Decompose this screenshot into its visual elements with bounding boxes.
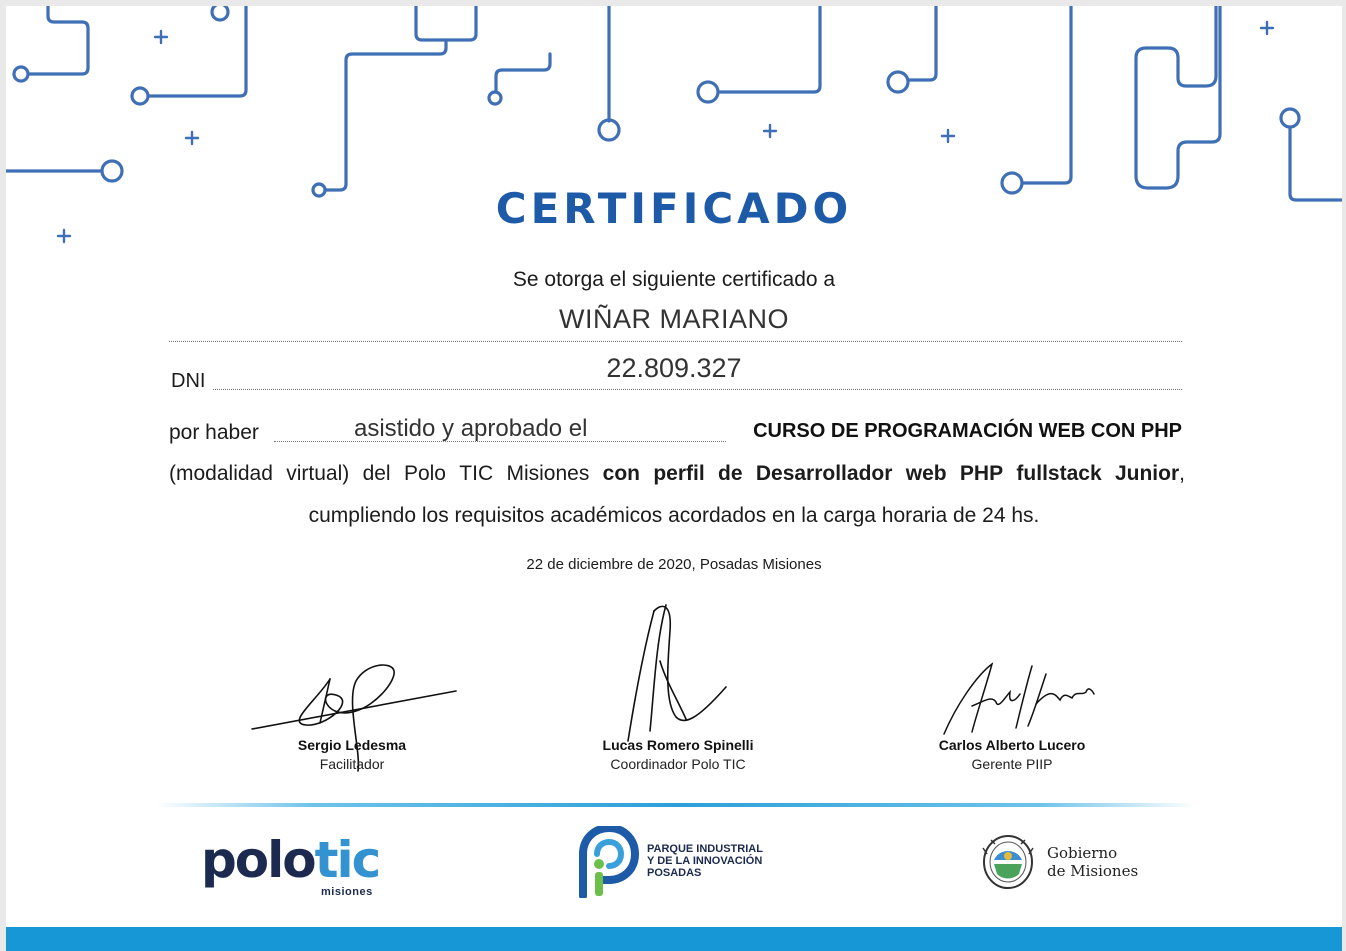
- profile-word: de: [718, 462, 743, 485]
- word: virtual): [286, 462, 350, 485]
- signer-role: Coordinador Polo TIC: [610, 756, 746, 772]
- profile-word: Desarrollador: [755, 462, 893, 485]
- word: TIC: [459, 462, 494, 485]
- footer-color-bar: [6, 927, 1342, 951]
- parque-text: [647, 843, 807, 879]
- polotic-word-b: tic: [314, 831, 380, 889]
- signer-role: Gerente PIIP: [971, 756, 1053, 772]
- gobierno-misiones-logo: [981, 834, 1139, 895]
- profile-word: con: [602, 462, 640, 485]
- comma: ,: [1179, 462, 1185, 485]
- parque-p-icon: [579, 826, 639, 898]
- coat-of-arms-icon: [981, 834, 1035, 890]
- profile-last: [1115, 462, 1185, 486]
- parque-line: POSADAS: [647, 867, 702, 879]
- certificate-page: [6, 6, 1342, 951]
- course-name: CURSO DE PROGRAMACIÓN WEB CON PHP: [753, 420, 1182, 442]
- word: del: [362, 462, 391, 485]
- polotic-subtitle: misiones: [321, 886, 373, 898]
- gobierno-line: Gobierno: [1047, 844, 1118, 862]
- profile-word: PHP: [959, 462, 1004, 485]
- por-haber-value: asistido y aprobado el: [354, 415, 588, 442]
- signer-name: Sergio Ledesma: [297, 737, 407, 753]
- gobierno-line: de Misiones: [1047, 862, 1139, 880]
- polotic-logo: [201, 831, 380, 898]
- profile-word: Junior: [1114, 462, 1180, 485]
- dni-label: DNI: [171, 370, 206, 392]
- parque-industrial-logo: [579, 826, 763, 903]
- parque-line: PARQUE INDUSTRIAL: [647, 843, 763, 855]
- polotic-wordmark: [201, 831, 380, 889]
- signature-block-1: [202, 736, 502, 774]
- body-line-3: cumpliendo los requisitos académicos acordados en la carga horaria de 24 hs.: [308, 504, 1040, 527]
- dni-value: 22.809.327: [606, 353, 742, 383]
- date-place: 22 de diciembre de 2020, Posadas Misiones: [526, 556, 822, 573]
- profile-word: fullstack: [1016, 462, 1102, 485]
- signer-role: Facilitador: [319, 756, 385, 772]
- signature-lucero: [936, 656, 1106, 746]
- profile-word: web: [905, 462, 947, 485]
- parque-line: Y DE LA INNOVACIÓN: [647, 855, 763, 867]
- por-haber-label: por haber: [169, 421, 259, 444]
- signature-block-2: [528, 736, 828, 774]
- signer-name: Carlos Alberto Lucero: [938, 737, 1086, 753]
- signer-name: Lucas Romero Spinelli: [602, 737, 754, 753]
- word: Misiones: [506, 462, 590, 485]
- polotic-word-a: polo: [201, 831, 315, 889]
- profile-word: perfil: [653, 462, 705, 485]
- gobierno-text: [1047, 844, 1138, 880]
- footer-divider: [156, 803, 1196, 807]
- word: (modalidad: [169, 462, 273, 485]
- word: Polo: [403, 462, 446, 485]
- certificate-title: CERTIFICADO: [495, 184, 853, 233]
- intro-text: Se otorga el siguiente certificado a: [512, 268, 836, 291]
- recipient-name: WIÑAR MARIANO: [558, 304, 789, 334]
- signature-block-3: [862, 736, 1162, 774]
- body-line-2: [169, 462, 1185, 486]
